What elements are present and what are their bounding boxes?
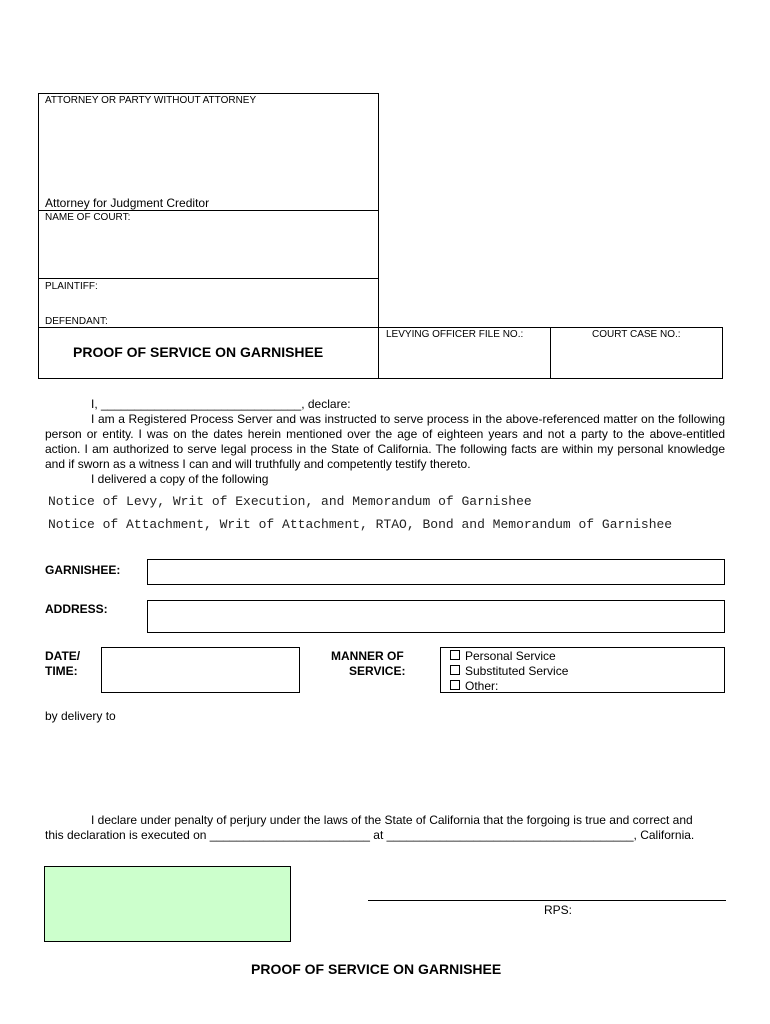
option-label: Other:	[465, 679, 499, 693]
declarant-line: I, ______________________________, declare:	[91, 397, 351, 411]
penalty-line-2: this declaration is executed on ________________________ at _____________________________________, California.	[45, 828, 695, 842]
option-label: Substituted Service	[465, 664, 569, 678]
footer-title: PROOF OF SERVICE ON GARNISHEE	[251, 961, 502, 977]
levying-officer-label: LEVYING OFFICER FILE NO.:	[386, 329, 524, 340]
title-box	[38, 327, 379, 379]
penalty-line-1: I declare under penalty of perjury under the laws of the State of California that the forgoing is true and correct and	[91, 813, 693, 827]
checkbox-icon[interactable]	[450, 650, 460, 660]
address-label: ADDRESS:	[45, 602, 108, 616]
signature-line[interactable]	[368, 900, 726, 901]
court-case-box[interactable]	[550, 327, 723, 379]
date-label: DATE/	[45, 649, 81, 663]
option-personal-service[interactable]	[450, 649, 556, 664]
document-option-levy[interactable]: Notice of Levy, Writ of Execution, and Memorandum of Garnishee	[48, 494, 532, 509]
court-name-box[interactable]	[38, 210, 379, 279]
court-name-label: NAME OF COURT:	[45, 212, 131, 223]
rps-label: RPS:	[544, 903, 573, 917]
declaration-paragraph	[45, 412, 725, 472]
manner-of-service-box	[440, 647, 725, 693]
signature-stamp-box[interactable]	[44, 866, 291, 942]
manner-label: MANNER OF	[331, 649, 404, 663]
attorney-label: ATTORNEY OR PARTY WITHOUT ATTORNEY	[45, 95, 257, 106]
delivered-copy-line: I delivered a copy of the following	[91, 472, 269, 486]
levying-officer-box[interactable]	[378, 327, 551, 379]
parties-box[interactable]	[38, 278, 379, 328]
option-substituted-service[interactable]	[450, 664, 568, 679]
document-option-attachment[interactable]: Notice of Attachment, Writ of Attachment, RTAO, Bond and Memorandum of Garnishee	[48, 517, 673, 532]
service-label: SERVICE:	[349, 664, 406, 678]
delivery-label: by delivery to	[45, 709, 116, 723]
court-case-label: COURT CASE NO.:	[592, 329, 681, 340]
option-other[interactable]	[450, 679, 498, 694]
defendant-label: DEFENDANT:	[45, 316, 108, 327]
checkbox-icon[interactable]	[450, 665, 460, 675]
garnishee-label: GARNISHEE:	[45, 563, 121, 577]
checkbox-icon[interactable]	[450, 680, 460, 690]
option-label: Personal Service	[465, 649, 556, 663]
attorney-box[interactable]	[38, 93, 379, 211]
date-time-field[interactable]	[101, 647, 300, 693]
attorney-value: Attorney for Judgment Creditor	[45, 196, 210, 210]
declaration-text: I am a Registered Process Server and was instructed to serve process in the above-referenced matter on the following person or entity. I was on the dates herein mentioned over the age of eighteen years and not a party to the above-entitled action. I am authorized to serve legal process in the State of California. The following facts are within my personal knowledge and if sworn as a witness I can and will truthfully and competently testify thereto.	[45, 412, 725, 471]
plaintiff-label: PLAINTIFF:	[45, 281, 98, 292]
garnishee-field[interactable]	[147, 559, 725, 585]
address-field[interactable]	[147, 600, 725, 633]
time-label: TIME:	[45, 664, 78, 678]
form-title: PROOF OF SERVICE ON GARNISHEE	[73, 344, 324, 360]
